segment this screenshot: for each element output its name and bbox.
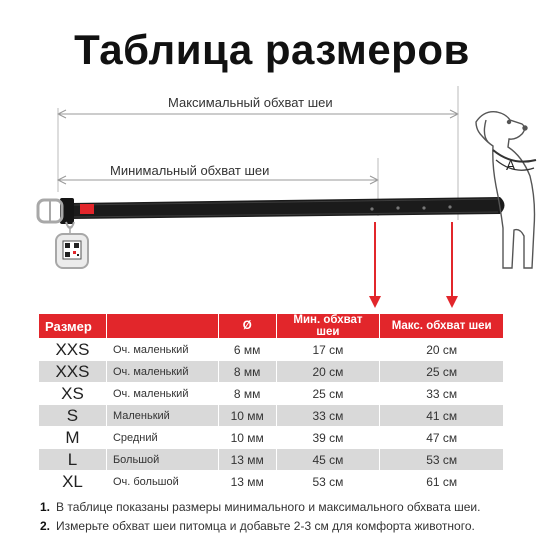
cell-max: 41 см [380, 405, 504, 427]
cell-max: 20 см [380, 339, 504, 361]
cell-min: 25 см [276, 383, 380, 405]
header-size: Размер [39, 314, 107, 339]
cell-min: 53 см [276, 471, 380, 493]
cell-desc: Оч. маленький [106, 339, 218, 361]
cell-max: 47 см [380, 427, 504, 449]
cell-diameter: 13 мм [218, 449, 276, 471]
note-number: 1. [40, 500, 51, 514]
note-item [40, 517, 480, 536]
cell-max: 61 см [380, 471, 504, 493]
note-item [40, 498, 480, 517]
header-desc [106, 314, 218, 339]
note-number: 2. [40, 519, 51, 533]
cell-desc: Оч. маленький [106, 383, 218, 405]
cell-size: M [39, 427, 107, 449]
header-max-girth: Макс. обхват шеи [380, 314, 504, 339]
table-row [39, 471, 504, 493]
table-row [39, 339, 504, 361]
cell-desc: Средний [106, 427, 218, 449]
collar-image [38, 197, 505, 228]
table-row [39, 405, 504, 427]
cell-diameter: 8 мм [218, 361, 276, 383]
min-arrow-icon [369, 222, 381, 308]
max-girth-label: Максимальный обхват шеи [168, 95, 333, 110]
cell-diameter: 10 мм [218, 427, 276, 449]
cell-size: XXS [39, 339, 107, 361]
cell-diameter: 10 мм [218, 405, 276, 427]
size-table [38, 313, 504, 493]
dog-silhouette-icon [476, 112, 536, 268]
dog-measure-letter: A [506, 157, 516, 173]
cell-max: 53 см [380, 449, 504, 471]
cell-min: 17 см [276, 339, 380, 361]
page-title: Таблица размеров [74, 26, 470, 73]
cell-diameter: 6 мм [218, 339, 276, 361]
table-row [39, 449, 504, 471]
cell-desc: Оч. большой [106, 471, 218, 493]
qr-tag-icon [56, 226, 88, 268]
cell-size: L [39, 449, 107, 471]
cell-min: 39 см [276, 427, 380, 449]
header-diameter: Ø [218, 314, 276, 339]
cell-max: 33 см [380, 383, 504, 405]
note-text: Измерьте обхват шеи питомца и добавьте 2-3 см для комфорта животного. [56, 519, 475, 533]
max-arrow-icon [446, 222, 458, 308]
table-header-row [39, 314, 504, 339]
table-row [39, 383, 504, 405]
cell-max: 25 см [380, 361, 504, 383]
cell-desc: Маленький [106, 405, 218, 427]
cell-size: S [39, 405, 107, 427]
cell-diameter: 13 мм [218, 471, 276, 493]
cell-size: XS [39, 383, 107, 405]
cell-desc: Большой [106, 449, 218, 471]
cell-size: XL [39, 471, 107, 493]
note-text: В таблице показаны размеры минимального и максимального обхвата шеи. [56, 500, 481, 514]
cell-min: 45 см [276, 449, 380, 471]
table-row [39, 361, 504, 383]
min-girth-label: Минимальный обхват шеи [110, 163, 270, 178]
table-row [39, 427, 504, 449]
cell-min: 33 см [276, 405, 380, 427]
notes [40, 498, 480, 536]
header-min-girth: Мин. обхват шеи [276, 314, 380, 339]
cell-min: 20 см [276, 361, 380, 383]
cell-diameter: 8 мм [218, 383, 276, 405]
cell-size: XXS [39, 361, 107, 383]
cell-desc: Оч. маленький [106, 361, 218, 383]
